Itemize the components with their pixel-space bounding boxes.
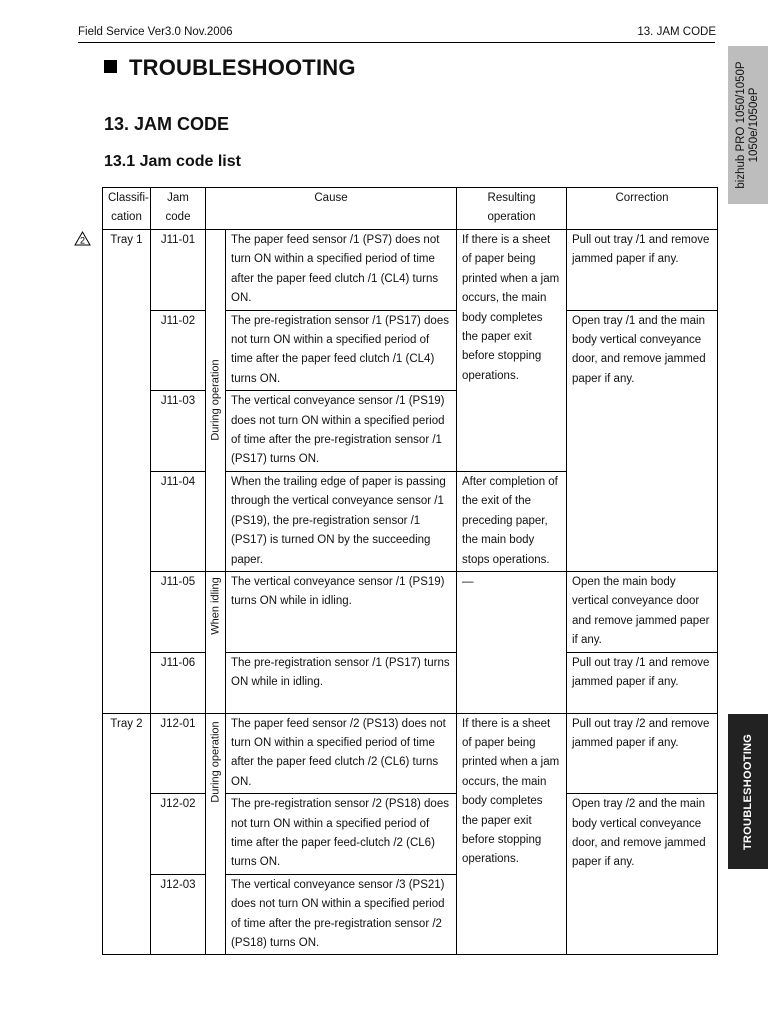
correction-cell: Open the main body vertical conveyance door and remove jammed paper if any. [567, 571, 718, 652]
phase-label: During operation [208, 720, 221, 803]
phase-cell [206, 571, 226, 713]
cause-cell: The pre-registration sensor /2 (PS18) does not turn ON within a specified period of time after the paper feed-clutch /2 (CL6) turns ON. [226, 794, 457, 875]
col-header-cause: Cause [206, 188, 457, 230]
resulting-cell: If there is a sheet of paper being printed when a jam occurs, the main body completes the paper exit before stopping operations. [457, 230, 567, 472]
cause-cell: The pre-registration sensor /1 (PS17) turns ON while in idling. [226, 652, 457, 713]
table-row [103, 713, 718, 794]
cause-cell: The paper feed sensor /2 (PS13) does not turn ON within a specified period of time after the paper feed clutch /2 (CL6) turns ON. [226, 713, 457, 794]
jam-code-table [102, 187, 718, 955]
model-side-tab [728, 46, 768, 204]
jam-code-cell: J12-02 [151, 794, 206, 875]
classification-cell: Tray 1 [103, 230, 151, 714]
correction-cell: Pull out tray /1 and remove jammed paper if any. [567, 652, 718, 713]
correction-cell: Open tray /2 and the main body vertical conveyance door, and remove jammed paper if any. [567, 794, 718, 955]
resulting-cell: After completion of the exit of the preceding paper, the main body stops operations. [457, 471, 567, 571]
subsection-heading: 13.1 Jam code list [104, 153, 241, 170]
model-line-1: bizhub PRO 1050/1050P [735, 61, 747, 189]
phase-label: When idling [208, 577, 221, 635]
cause-cell: The vertical conveyance sensor /1 (PS19) does not turn ON within a specified period of time after the pre-registration sensor /1 (PS17) turns ON. [226, 391, 457, 472]
col-header-correction: Correction [567, 188, 718, 230]
phase-cell [206, 713, 226, 955]
cause-cell: The pre-registration sensor /1 (PS17) does not turn ON within a specified period of time after the paper feed clutch /1 (CL4) turns ON. [226, 310, 457, 391]
phase-label: During operation [208, 359, 221, 442]
jam-code-cell: J11-01 [151, 230, 206, 311]
jam-code-cell: J12-03 [151, 874, 206, 955]
table-row [103, 310, 718, 391]
running-header-right: 13. JAM CODE [637, 26, 716, 38]
jam-code-cell: J11-04 [151, 471, 206, 571]
table-row [103, 230, 718, 311]
jam-code-cell: J11-05 [151, 571, 206, 652]
header-rule [78, 42, 715, 43]
table-row [103, 794, 718, 875]
jam-code-cell: J11-06 [151, 652, 206, 713]
resulting-cell: — [457, 571, 567, 713]
model-side-tab-text [735, 46, 761, 204]
table-row [103, 571, 718, 652]
cause-cell: The vertical conveyance sensor /3 (PS21) does not turn ON within a specified period of time after the pre-registration sensor /2 (PS18) turns ON. [226, 874, 457, 955]
table-row [103, 652, 718, 713]
main-heading-text: TROUBLESHOOTING [129, 55, 356, 80]
col-header-classification: Classifi-cation [103, 188, 151, 230]
revision-triangle-icon [74, 231, 91, 246]
jam-code-cell: J12-01 [151, 713, 206, 794]
col-header-jam-code: Jam code [151, 188, 206, 230]
revision-number: 2 [79, 235, 86, 246]
correction-cell: Pull out tray /1 and remove jammed paper if any. [567, 230, 718, 311]
running-header-left: Field Service Ver3.0 Nov.2006 [78, 26, 233, 38]
phase-cell [206, 230, 226, 572]
cause-cell: The vertical conveyance sensor /1 (PS19) turns ON while in idling. [226, 571, 457, 652]
model-line-2: 1050e/1050eP [748, 87, 760, 163]
correction-cell: Open tray /1 and the main body vertical conveyance door, and remove jammed paper if any. [567, 310, 718, 571]
main-heading [104, 55, 356, 81]
jam-code-cell: J11-02 [151, 310, 206, 391]
cause-cell: The paper feed sensor /1 (PS7) does not turn ON within a specified period of time after the paper feed clutch /1 (CL4) turns ON. [226, 230, 457, 311]
resulting-cell: If there is a sheet of paper being printed when a jam occurs, the main body completes the paper exit before stopping operations. [457, 713, 567, 955]
cause-cell: When the trailing edge of paper is passing through the vertical conveyance sensor /1 (PS19), the pre-registration sensor /1 (PS17) is turned ON by the succeeding paper. [226, 471, 457, 571]
jam-code-cell: J11-03 [151, 391, 206, 472]
classification-cell: Tray 2 [103, 713, 151, 955]
square-bullet-icon [104, 60, 117, 73]
section-side-tab [728, 714, 768, 869]
table-header-row [103, 188, 718, 230]
section-heading: 13. JAM CODE [104, 114, 230, 134]
section-side-tab-text: TROUBLESHOOTING [742, 733, 754, 851]
col-header-resulting: Resulting operation [457, 188, 567, 230]
correction-cell: Pull out tray /2 and remove jammed paper if any. [567, 713, 718, 794]
